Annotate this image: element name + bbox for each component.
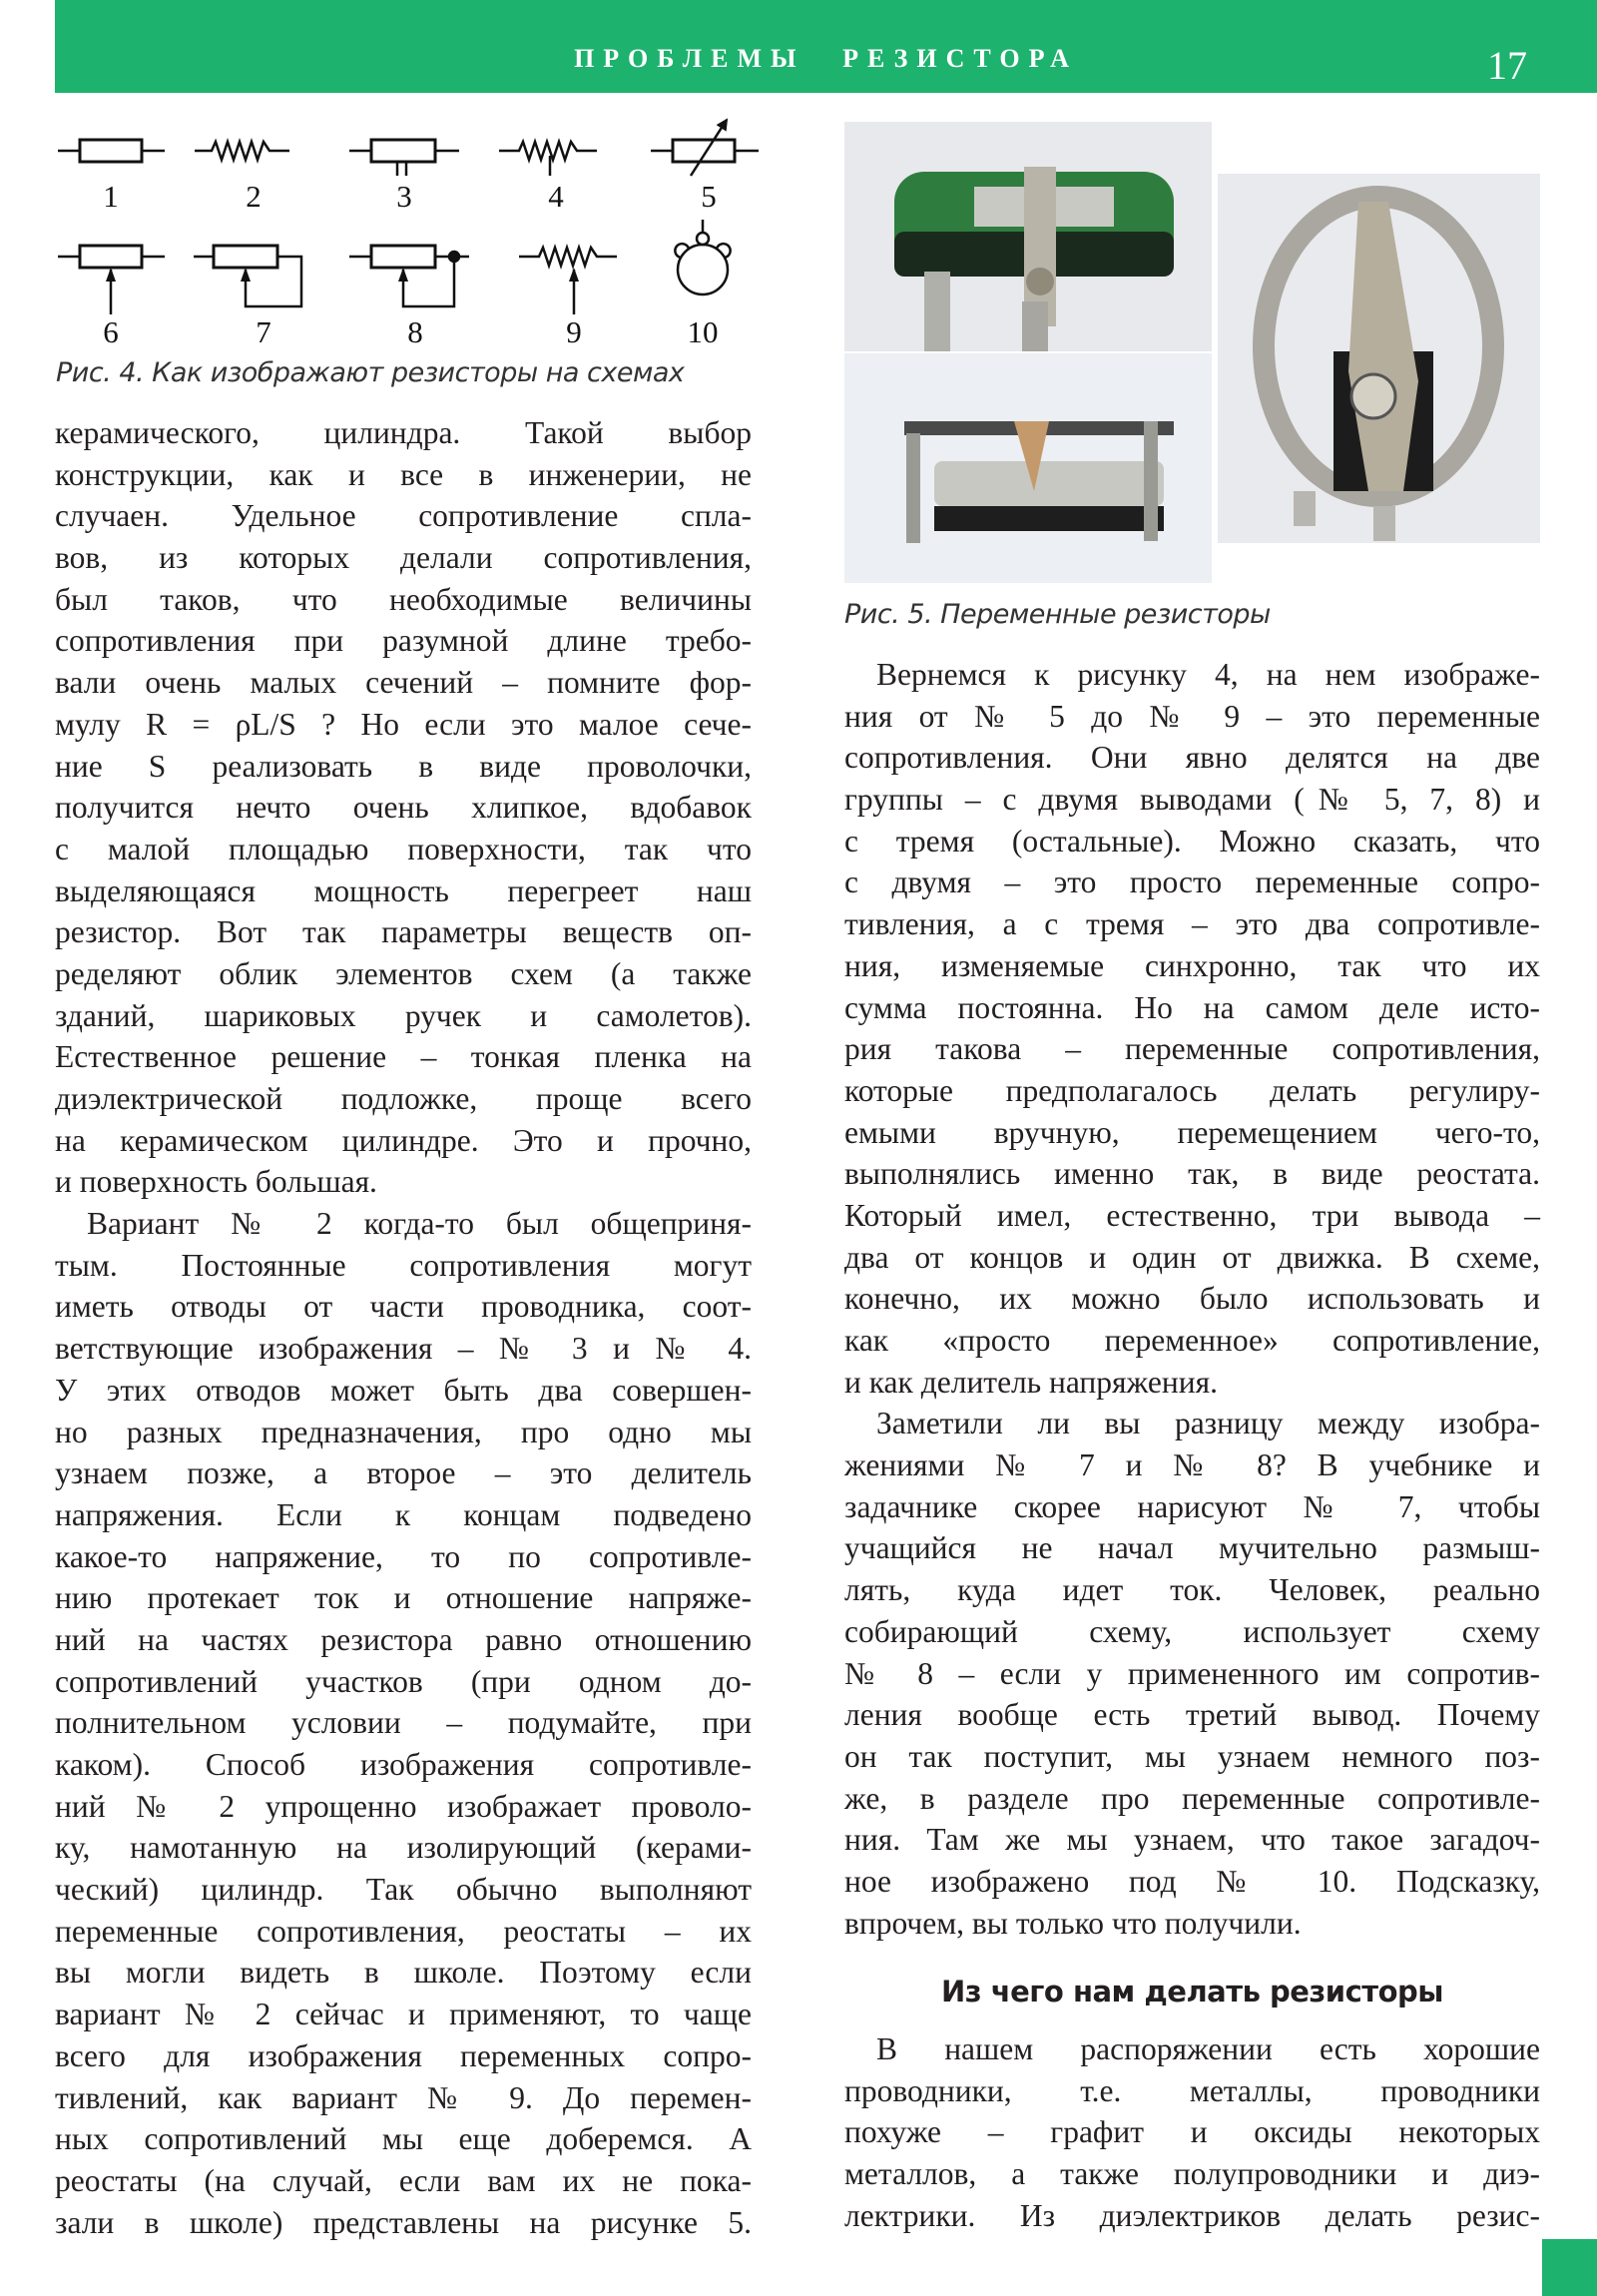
text-line: керамического, цилиндра. Такой выбор — [55, 415, 752, 450]
section-heading: Из чего нам делать резисторы — [940, 1975, 1443, 2009]
left-column-text — [55, 412, 752, 2243]
text-line: получится нечто очень хлипкое, вдобавок — [55, 790, 752, 826]
text-line: полнительном условии – подумайте, при — [55, 1705, 752, 1741]
symbol-9-zigzag-potentiometer-icon — [519, 248, 617, 314]
photo-rotary-rheostat — [1218, 174, 1540, 543]
text-line: проводники, т.е. металлы, проводники — [844, 2072, 1540, 2108]
text-line: каком). Способ изображения сопротивле- — [55, 1747, 752, 1782]
text-line: конечно, их можно было использовать и — [844, 1281, 1540, 1317]
text-line: сопротивления при разумной длине требо- — [55, 623, 752, 659]
text-line: переменные сопротивления, реостаты – их — [55, 1913, 752, 1949]
symbol-label: 4 — [548, 179, 564, 214]
text-line: рия такова – переменные сопротивления, — [844, 1031, 1540, 1067]
chapter-title: ПРОБЛЕМЫ РЕЗИСТОРА — [574, 44, 1078, 73]
symbol-5-variable-resistor-icon — [651, 120, 759, 176]
text-line: впрочем, вы только что получили. — [844, 1905, 1302, 1941]
paragraph — [844, 1403, 1540, 1944]
text-line: сумма постоянна. Но на самом деле исто- — [844, 989, 1540, 1025]
symbol-label: 2 — [246, 179, 262, 214]
text-line: металлов, а также полупроводники и диэ- — [844, 2156, 1540, 2192]
text-line: и поверхность большая. — [55, 1164, 377, 1200]
figure-5-caption: Рис. 5. Переменные резисторы — [844, 599, 1271, 630]
text-line: ления вообще есть третий вывод. Почему — [844, 1697, 1540, 1733]
text-line: и как делитель напряжения. — [844, 1364, 1218, 1400]
figure-4-resistor-symbols — [0, 110, 798, 359]
text-line: вов, из которых делали сопротивления, — [55, 540, 752, 576]
symbol-label: 10 — [687, 314, 719, 349]
paragraph — [844, 2028, 1540, 2236]
figure-5-photos — [844, 122, 1543, 586]
symbol-label: 3 — [396, 179, 412, 214]
text-line: на керамическом цилиндре. Это и прочно, — [55, 1122, 752, 1158]
symbol-label: 8 — [407, 314, 423, 349]
text-line: ределяют облик элементов схем (а также — [55, 955, 752, 991]
text-line: Который имел, естественно, три вывода – — [844, 1197, 1540, 1233]
text-line: реостаты (на случай, если вам их не пока- — [55, 2162, 752, 2198]
text-line: конструкции, как и все в инженерии, не — [55, 456, 752, 492]
text-line: В нашем распоряжении есть хорошие — [876, 2031, 1540, 2066]
symbol-label: 1 — [103, 179, 119, 214]
text-line: емыми вручную, перемещением чего-то, — [844, 1114, 1540, 1150]
text-line: Вернемся к рисунку 4, на нем изображе- — [876, 657, 1540, 692]
text-line: зданий, шариковых ручек и самолетов). — [55, 997, 752, 1033]
text-line: ния от № 5 до № 9 – это переменные — [844, 698, 1540, 734]
text-line: сопротивлений участков (при одном до- — [55, 1663, 752, 1699]
symbol-8-rheostat-junction-icon — [349, 246, 469, 306]
text-line: выделяющаяся мощность перегреет наш — [55, 872, 752, 908]
symbol-1-resistor-icon — [58, 140, 165, 162]
text-line: иметь отводы от части проводника, соот- — [55, 1289, 752, 1325]
text-line: всего для изображения переменных сопро- — [55, 2037, 752, 2073]
text-line: мулу R = ρL/S ? Но если это малое сече- — [55, 706, 752, 742]
right-column-text-after-heading — [844, 2028, 1540, 2236]
text-line: вариант № 2 сейчас и применяют, то чаще — [55, 1997, 752, 2032]
text-line: вы могли видеть в школе. Поэтому если — [55, 1955, 752, 1991]
text-line: ний № 2 упрощенно изображает проволо- — [55, 1788, 752, 1824]
text-line: с тремя (остальные). Можно сказать, что — [844, 823, 1540, 859]
figure-4-caption: Рис. 4. Как изображают резисторы на схемах — [56, 357, 685, 388]
symbol-3-tapped-resistor-icon — [349, 140, 459, 176]
symbol-label: 6 — [103, 314, 119, 349]
text-line: Вариант № 2 когда-то был общеприня- — [87, 1206, 752, 1242]
running-header — [55, 0, 1597, 93]
text-line: но разных предназначения, про одно мы — [55, 1414, 752, 1449]
symbol-6-potentiometer-icon — [58, 246, 165, 314]
text-line: резистор. Вот так параметры веществ оп- — [55, 914, 752, 950]
text-line: выполнялись именно так, в виде реостата. — [844, 1156, 1540, 1192]
symbol-2-zigzag-resistor-icon — [195, 142, 289, 160]
text-line: ку, намотанную на изолирующий (керами- — [55, 1830, 752, 1866]
text-line: лять, куда идет ток. Человек, реально — [844, 1572, 1540, 1608]
text-line: У этих отводов может быть два совершен- — [55, 1372, 752, 1408]
symbol-label: 9 — [566, 314, 582, 349]
symbol-10-mystery-icon — [675, 220, 730, 294]
text-line: тым. Постоянные сопротивления могут — [55, 1247, 752, 1283]
paragraph — [844, 654, 1540, 1403]
text-line: два от концов и один от движка. В схеме, — [844, 1239, 1540, 1275]
text-line: ния, изменяемые синхронно, так что их — [844, 947, 1540, 983]
text-line: узнаем позже, а второе – это делитель — [55, 1455, 752, 1491]
text-line: нию протекает ток и отношение напряже- — [55, 1580, 752, 1616]
text-line: напряжения. Если к концам подведено — [55, 1496, 752, 1532]
text-line: учащийся не начал мучительно размыш- — [844, 1530, 1540, 1566]
text-line: Естественное решение – тонкая пленка на — [55, 1039, 752, 1075]
text-line: ветствующие изображения – № 3 и № 4. — [55, 1331, 752, 1367]
text-line: же, в разделе про переменные сопротивле- — [844, 1780, 1540, 1816]
text-line: вали очень малых сечений – помните фор- — [55, 665, 752, 701]
text-line: с малой площадью поверхности, так что — [55, 831, 752, 866]
text-line: похуже – графит и оксиды некоторых — [844, 2114, 1540, 2150]
text-line: ния. Там же мы узнаем, что такое загадоч- — [844, 1822, 1540, 1858]
text-line: был таков, что необходимые величины — [55, 581, 752, 617]
text-line: ний на частях резистора равно отношению — [55, 1621, 752, 1657]
text-line: случаен. Удельное сопротивление спла- — [55, 498, 752, 534]
text-line: жениями № 7 и № 8? В учебнике и — [844, 1447, 1540, 1483]
photo-slider-rheostat — [844, 353, 1212, 583]
paragraph — [55, 1203, 752, 2243]
symbol-label: 7 — [256, 314, 271, 349]
symbol-7-rheostat-icon — [194, 246, 301, 306]
text-line: ческий) цилиндр. Так обычно выполняют — [55, 1872, 752, 1908]
text-line: ных сопротивлений мы еще доберемся. А — [55, 2121, 752, 2157]
symbol-4-tapped-zigzag-icon — [499, 142, 597, 176]
page-corner-marker — [1542, 2239, 1597, 2296]
text-line: Заметили ли вы разницу между изобра- — [876, 1406, 1540, 1441]
page-number: 17 — [1487, 43, 1527, 88]
text-line: собирающий схему, использует схему — [844, 1613, 1540, 1649]
text-line: какое-то напряжение, то по сопротивле- — [55, 1538, 752, 1574]
text-line: группы – с двумя выводами (№ 5, 7, 8) и — [844, 782, 1540, 818]
text-line: он так поступит, мы узнаем немного поз- — [844, 1738, 1540, 1774]
photo-wirewound-resistor — [844, 122, 1212, 351]
text-line: как «просто переменное» сопротивление, — [844, 1323, 1540, 1358]
text-line: ние S реализовать в виде проволочки, — [55, 748, 752, 784]
text-line: диэлектрической подложке, проще всего — [55, 1081, 752, 1116]
text-line: задачнике скорее нарисуют № 7, чтобы — [844, 1488, 1540, 1524]
text-line: которые предполагалось делать регулиру- — [844, 1072, 1540, 1108]
text-line: тивлений, как вариант № 9. До перемен- — [55, 2079, 752, 2115]
text-line: зали в школе) представлены на рисунке 5. — [55, 2204, 752, 2240]
text-line: тивления, а с тремя – это два сопротивле- — [844, 906, 1540, 942]
paragraph — [55, 412, 752, 1203]
text-line: с двумя – это просто переменные сопро- — [844, 864, 1540, 900]
text-line: № 8 – если у примененного им сопротив- — [844, 1655, 1540, 1691]
text-line: сопротивления. Они явно делятся на две — [844, 740, 1540, 776]
text-line: ное изображено под № 10. Подсказку, — [844, 1863, 1540, 1899]
right-column-text — [844, 654, 1540, 1944]
text-line: лектрики. Из диэлектриков делать резис- — [844, 2197, 1540, 2233]
symbol-label: 5 — [701, 179, 717, 214]
